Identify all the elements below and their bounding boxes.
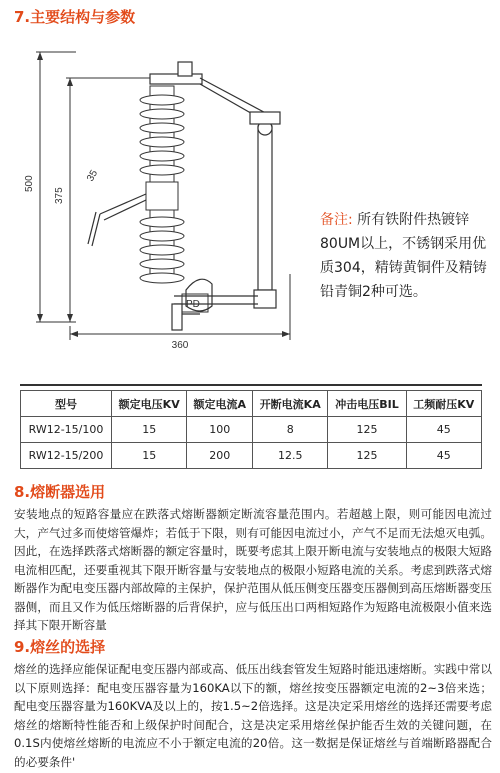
- table-row: [21, 443, 482, 469]
- table-cell: 12.5: [253, 443, 328, 469]
- insulator: [140, 86, 184, 283]
- table-cell: 45: [406, 417, 481, 443]
- table-header: 工频耐压KV: [406, 391, 481, 417]
- table-top-rule: [20, 384, 482, 386]
- note-label: 备注:: [320, 212, 353, 228]
- note-block: [320, 208, 490, 304]
- dim-label-35: 35: [85, 168, 101, 184]
- table-cell: 125: [328, 417, 406, 443]
- fuse-tube: [250, 112, 280, 308]
- table-header: 开断电流KA: [253, 391, 328, 417]
- table-cell: 15: [112, 417, 187, 443]
- note-text: 所有铁附件热镀锌80UM以上，不锈钢采用优质304，精铸黄铜件及精铸铅青铜2种可选。: [320, 212, 487, 300]
- pd-label: PD: [186, 299, 200, 310]
- table-header: 冲击电压BIL: [328, 391, 406, 417]
- dim-label-375: 375: [54, 187, 65, 204]
- table-cell: 8: [253, 417, 328, 443]
- parameter-table: [20, 390, 482, 469]
- section-9-paragraph: 熔丝的选择应能保证配电变压器内部或高、低压出线套管发生短路时能迅速熔断。实践中常以以下原则选择：配电变压器容量为160KA以下的额，熔丝按变压器额定电流的2~3倍来选；配电变压器容量为160KVA及以上的，按1.5~2倍选择。这是决定采用熔丝的选择还需要考虑熔丝的熔断特性能否和上级保护时间配合，这是决定采用熔丝保护能否生效的关键问题，在0.1S内使熔丝熔断的电流应不小于额定电流的20倍。这一数据是保证熔丝与首端断路器配合的必要条件': [14, 662, 492, 769]
- table-cell: RW12-15/100: [21, 417, 112, 443]
- section-7-title: 7.主要结构与参数: [14, 8, 136, 26]
- table-cell: RW12-15/200: [21, 443, 112, 469]
- table-header-row: [21, 391, 482, 417]
- fuse-cutout-drawing: [0, 34, 300, 351]
- section-8-paragraph: 安装地点的短路容量应在跌落式熔断器额定断流容量范围内。若超越上限，则可能因电流过大，产气过多而使熔管爆炸；若低于下限，则有可能因电流过小，产气不足而无法熄灭电弧。因此，在选择跌落式熔断器的额定容量时，既要考虑其上限开断电流与安装地点的极限大短路电流相匹配，还要重视其下限开断容量与安装地点的极限小短路电流的关系。考虑到跌落式熔断器作为配电变压器内部故障的主保护，保护范围从低压侧变压器变压器侧到高压熔断器变压器侧，而且又作为低压熔断器的后背保护，应与低压出口两相短路作为短路电流极限小值来选择其下限开断容量: [14, 507, 492, 632]
- table-header: 额定电压KV: [112, 391, 187, 417]
- dim-label-500: 500: [24, 175, 35, 192]
- section-9-title: 9.熔丝的选择: [14, 638, 106, 656]
- table-header: 额定电流A: [187, 391, 253, 417]
- dim-label-360: 360: [171, 340, 189, 351]
- table-row: [21, 417, 482, 443]
- table-cell: 100: [187, 417, 253, 443]
- table-cell: 125: [328, 443, 406, 469]
- section-8-title: 8.熔断器选用: [14, 483, 106, 501]
- table-header: 型号: [21, 391, 112, 417]
- table-cell: 200: [187, 443, 253, 469]
- table-cell: 15: [112, 443, 187, 469]
- table-cell: 45: [406, 443, 481, 469]
- mounting-arm: [88, 194, 146, 246]
- bottom-bracket: [172, 279, 258, 330]
